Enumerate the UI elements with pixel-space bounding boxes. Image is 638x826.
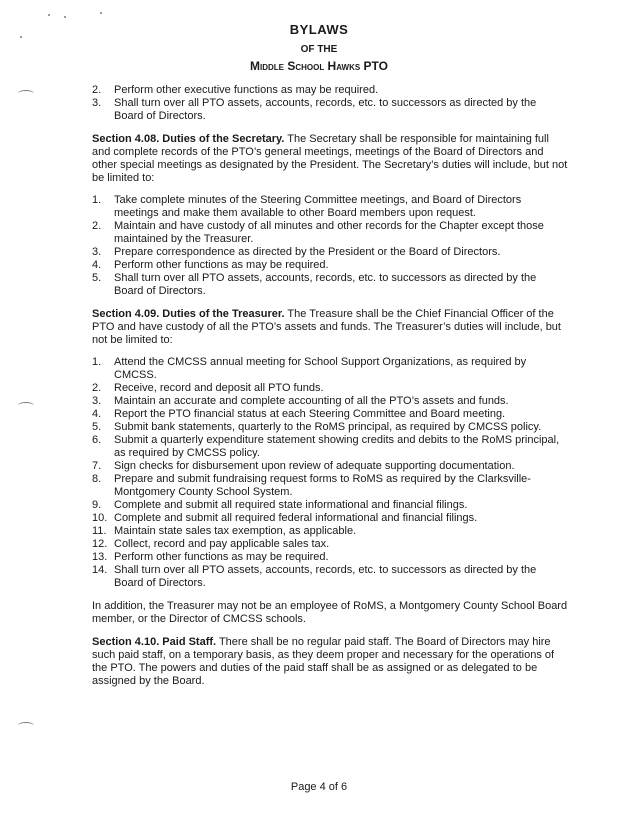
treasurer-duties-list [92, 356, 568, 590]
treasurer-eligibility-note: In addition, the Treasurer may not be an employee of RoMS, a Montgomery County School Board member, or the Director of CMCSS schools. [92, 600, 568, 625]
secretary-duties-list [92, 194, 568, 298]
list-number: 12. [92, 538, 108, 550]
scan-speck [48, 14, 50, 16]
list-item [92, 84, 568, 97]
list-number: 5. [92, 272, 102, 284]
list-number: 10. [92, 512, 108, 524]
punch-hole-mark [18, 722, 34, 729]
list-number: 3. [92, 246, 102, 258]
document-body [92, 84, 568, 688]
list-item [92, 408, 568, 421]
list-text: Complete and submit all required state informational and financial filings. [114, 499, 468, 511]
list-text: Receive, record and deposit all PTO funds. [114, 382, 324, 394]
list-item [92, 538, 568, 551]
list-number: 2. [92, 382, 102, 394]
list-item [92, 473, 568, 499]
list-item [92, 259, 568, 272]
section-4-08-paragraph [92, 133, 568, 185]
list-text: Maintain state sales tax exemption, as applicable. [114, 525, 357, 537]
list-number: 1. [92, 356, 102, 368]
list-text: Prepare correspondence as directed by the President or the Board of Directors. [114, 246, 501, 258]
scan-speck [100, 12, 102, 14]
list-number: 4. [92, 259, 102, 271]
list-item [92, 499, 568, 512]
list-item [92, 382, 568, 395]
list-item [92, 434, 568, 460]
section-text: There shall be no regular paid staff. The Board of Directors may hire such paid staff, on a temporary basis, as they deem proper and necessary for the operations of the PTO. The powers and duties of the paid staff shall be as assigned or as delegated to be assigned by the Board. [92, 636, 555, 687]
page-number: Page 4 of 6 [290, 781, 348, 793]
list-item [92, 564, 568, 590]
list-number: 9. [92, 499, 102, 511]
section-4-10-paragraph [92, 636, 568, 688]
list-number: 5. [92, 421, 102, 433]
scan-speck [64, 16, 66, 18]
list-number: 3. [92, 97, 102, 109]
list-number: 6. [92, 434, 102, 446]
header-title: BYLAWS [289, 22, 349, 37]
list-item [92, 512, 568, 525]
list-item [92, 551, 568, 564]
list-item [92, 246, 568, 259]
list-item [92, 97, 568, 123]
list-text: Submit bank statements, quarterly to the RoMS principal, as required by CMCSS policy. [114, 421, 542, 433]
list-item [92, 220, 568, 246]
list-item [92, 421, 568, 434]
list-number: 2. [92, 84, 102, 96]
list-text: Shall turn over all PTO assets, accounts, records, etc. to successors as directed by the Board of Directors. [114, 97, 537, 122]
section-text: The Secretary shall be responsible for maintaining full and complete records of the PTO’s general meetings, meetings of the Board of Directors and other special meetings as designated by the President. The Secretary’s duties will include, but not be limited to: [92, 133, 568, 184]
header-subtitle-of-the: OF THE [300, 44, 338, 55]
list-text: Sign checks for disbursement upon review of adequate supporting documentation. [114, 460, 515, 472]
list-number: 4. [92, 408, 102, 420]
list-text: Report the PTO financial status at each Steering Committee and Board meeting. [114, 408, 506, 420]
list-text: Maintain and have custody of all minutes and other records for the Chapter except those maintained by the Treasurer. [114, 220, 544, 245]
list-text: Take complete minutes of the Steering Committee meetings, and Board of Directors meetings and make them available to other Board members upon request. [114, 194, 522, 219]
list-text: Prepare and submit fundraising request forms to RoMS as required by the Clarksville-Montgomery County School System. [114, 473, 531, 498]
list-number: 14. [92, 564, 108, 576]
list-number: 1. [92, 194, 102, 206]
section-heading: Section 4.08. Duties of the Secretary. [92, 133, 285, 145]
list-text: Perform other functions as may be required. [114, 551, 329, 563]
punch-hole-mark [18, 402, 34, 409]
section-heading: Section 4.10. Paid Staff. [92, 636, 217, 648]
list-item [92, 525, 568, 538]
section-heading: Section 4.09. Duties of the Treasurer. [92, 308, 285, 320]
list-number: 3. [92, 395, 102, 407]
list-number: 13. [92, 551, 108, 563]
list-item [92, 194, 568, 220]
list-number: 2. [92, 220, 102, 232]
header-organization-name: Middle School Hawks PTO [249, 59, 388, 73]
list-text: Complete and submit all required federal informational and financial filings. [114, 512, 478, 524]
list-text: Maintain an accurate and complete accounting of all the PTO’s assets and funds. [114, 395, 509, 407]
list-text: Submit a quarterly expenditure statement showing credits and debits to the RoMS principal, as required by CMCSS policy. [114, 434, 560, 459]
list-text: Shall turn over all PTO assets, accounts, records, etc. to successors as directed by the Board of Directors. [114, 272, 537, 297]
list-item [92, 272, 568, 298]
list-number: 11. [92, 525, 107, 537]
list-item [92, 356, 568, 382]
section-text: The Treasure shall be the Chief Financial Officer of the PTO and have custody of all the PTO’s assets and funds. The Treasurer’s duties will include, but not be limited to: [92, 308, 561, 346]
list-number: 8. [92, 473, 102, 485]
list-text: Perform other functions as may be required. [114, 259, 329, 271]
list-item [92, 460, 568, 473]
president-duties-list-continued [92, 84, 568, 123]
punch-hole-mark [18, 90, 34, 97]
list-item [92, 395, 568, 408]
list-text: Collect, record and pay applicable sales tax. [114, 538, 330, 550]
list-text: Attend the CMCSS annual meeting for School Support Organizations, as required by CMCSS. [114, 356, 527, 381]
section-4-09-paragraph [92, 308, 568, 347]
list-text: Perform other executive functions as may be required. [114, 84, 379, 96]
list-text: Shall turn over all PTO assets, accounts, records, etc. to successors as directed by the Board of Directors. [114, 564, 537, 589]
list-number: 7. [92, 460, 102, 472]
